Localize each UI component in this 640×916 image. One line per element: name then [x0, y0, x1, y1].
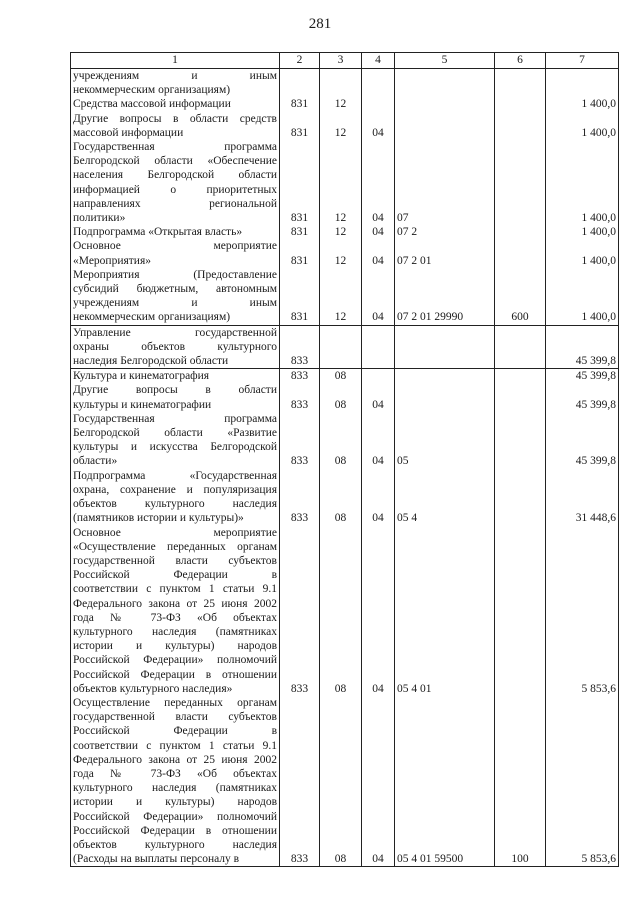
target-article-cell: 05 4 01 59500: [395, 696, 495, 867]
amount-cell: 45 399,8: [546, 325, 619, 369]
target-article-cell: 07 2 01: [395, 239, 495, 267]
row-name-line: соответствии с пунктом 1 статьи 9.1: [73, 739, 277, 752]
row-name-line: наследия Белгородской области: [73, 355, 229, 368]
row-name-cell: [71, 268, 280, 325]
amount-cell: 1 400,0: [546, 112, 619, 140]
target-article-cell: 05 4 01: [395, 526, 495, 696]
row-name-line: года № 73-ФЗ «Об объектах: [73, 611, 277, 624]
row-name-cell: [71, 696, 280, 867]
subsection-code-cell: 04: [362, 412, 395, 469]
row-name-line: информацией о приоритетных: [73, 183, 277, 196]
target-article-cell: 05: [395, 412, 495, 469]
row-name-line: Мероприятия (Предоставление: [73, 268, 277, 281]
amount-cell: [546, 69, 619, 98]
table-row: [71, 469, 619, 526]
row-name-line: Государственная программа: [73, 412, 277, 425]
row-name-cell: [71, 225, 280, 239]
ministry-code-cell: 831: [280, 112, 320, 140]
table-row: [71, 526, 619, 696]
subsection-code-cell: 04: [362, 268, 395, 325]
expense-type-cell: 100: [495, 696, 546, 867]
row-name-line: политики»: [73, 212, 126, 225]
row-name-cell: [71, 112, 280, 140]
expense-type-cell: [495, 469, 546, 526]
row-name-line: массовой информации: [73, 126, 184, 139]
target-article-cell: [395, 112, 495, 140]
row-name-line: объектов культурного наследия: [73, 498, 277, 511]
table-row: [71, 268, 619, 325]
row-name-line: культурного наследия (памятниках: [73, 782, 277, 795]
amount-cell: 5 853,6: [546, 526, 619, 696]
expense-type-cell: 600: [495, 268, 546, 325]
target-article-cell: [395, 369, 495, 384]
expense-type-cell: [495, 112, 546, 140]
section-code-cell: 08: [320, 469, 362, 526]
ministry-code-cell: 831: [280, 239, 320, 267]
ministry-code-cell: 833: [280, 383, 320, 411]
amount-cell: 5 853,6: [546, 696, 619, 867]
table-row: [71, 325, 619, 369]
row-name-cell: [71, 325, 280, 369]
row-name-line: «Осуществление переданных органам: [73, 540, 277, 553]
row-name-line: Федерального закона от 25 июня 2002: [73, 753, 277, 766]
table-row: [71, 239, 619, 267]
row-name-line: охрана, сохранение и популяризация: [73, 483, 277, 496]
amount-cell: 1 400,0: [546, 140, 619, 225]
row-name-cell: [71, 369, 280, 384]
row-name-line: Белгородской области «Обеспечение: [73, 155, 277, 168]
ministry-code-cell: 831: [280, 140, 320, 225]
section-code-cell: 08: [320, 383, 362, 411]
row-name-line: некоммерческим организациям): [73, 84, 231, 97]
amount-cell: 45 399,8: [546, 383, 619, 411]
row-name-cell: [71, 412, 280, 469]
row-name-line: направлениях региональной: [73, 197, 277, 210]
subsection-code-cell: 04: [362, 239, 395, 267]
subsection-code-cell: [362, 325, 395, 369]
row-name-cell: [71, 140, 280, 225]
amount-cell: 1 400,0: [546, 239, 619, 267]
row-name-line: соответствии с пунктом 1 статьи 9.1: [73, 583, 277, 596]
row-name-line: государственной власти субъектов: [73, 554, 277, 567]
row-name-line: Другие вопросы в области средств: [73, 112, 277, 125]
row-name-line: объектов культурного наследия»: [73, 682, 233, 695]
row-name-line: Белгородской области «Развитие: [73, 427, 277, 440]
table-row: [71, 369, 619, 384]
subsection-code-cell: 04: [362, 112, 395, 140]
target-article-cell: 07: [395, 140, 495, 225]
amount-cell: 1 400,0: [546, 97, 619, 111]
target-article-cell: [395, 383, 495, 411]
ministry-code-cell: 831: [280, 268, 320, 325]
amount-cell: 1 400,0: [546, 268, 619, 325]
subsection-code-cell: [362, 369, 395, 384]
section-code-cell: [320, 325, 362, 369]
ministry-code-cell: 833: [280, 526, 320, 696]
amount-cell: 45 399,8: [546, 369, 619, 384]
target-article-cell: 07 2: [395, 225, 495, 239]
row-name-line: культуры и кинематографии: [73, 398, 212, 411]
row-name-line: Средства массовой информации: [73, 98, 231, 111]
header-col-4: 4: [362, 53, 395, 69]
section-code-cell: 12: [320, 268, 362, 325]
subsection-code-cell: 04: [362, 225, 395, 239]
subsection-code-cell: 04: [362, 469, 395, 526]
expense-type-cell: [495, 140, 546, 225]
row-name-line: Российской Федерации в отношении: [73, 824, 277, 837]
row-name-line: учреждениям и иным: [73, 297, 277, 310]
subsection-code-cell: 04: [362, 696, 395, 867]
row-name-line: Основное мероприятие: [73, 526, 277, 539]
subsection-code-cell: 04: [362, 383, 395, 411]
section-code-cell: 08: [320, 526, 362, 696]
header-col-7: 7: [546, 53, 619, 69]
row-name-line: Российской Федерации в: [73, 569, 277, 582]
row-name-line: Российской Федерации в: [73, 725, 277, 738]
row-name-line: объектов культурного наследия: [73, 838, 277, 851]
ministry-code-cell: 833: [280, 696, 320, 867]
header-col-2: 2: [280, 53, 320, 69]
row-name-line: некоммерческим организациям): [73, 311, 231, 324]
table-row: [71, 97, 619, 111]
section-code-cell: 12: [320, 239, 362, 267]
ministry-code-cell: 831: [280, 225, 320, 239]
subsection-code-cell: [362, 69, 395, 98]
row-name-line: Российской Федерации в отношении: [73, 668, 277, 681]
section-code-cell: 12: [320, 112, 362, 140]
table-row: [71, 383, 619, 411]
row-name-line: учреждениям и иным: [73, 70, 277, 82]
table-row: [71, 412, 619, 469]
ministry-code-cell: 831: [280, 97, 320, 111]
expense-type-cell: [495, 369, 546, 384]
ministry-code-cell: 833: [280, 412, 320, 469]
page-number: 281: [308, 16, 332, 32]
subsection-code-cell: [362, 97, 395, 111]
target-article-cell: 05 4: [395, 469, 495, 526]
row-name-line: Российской Федерации» полномочий: [73, 654, 277, 667]
header-col-3: 3: [320, 53, 362, 69]
row-name-cell: [71, 469, 280, 526]
header-col-5: 5: [395, 53, 495, 69]
expense-type-cell: [495, 412, 546, 469]
section-code-cell: 08: [320, 369, 362, 384]
target-article-cell: [395, 69, 495, 98]
row-name-cell: [71, 97, 280, 111]
table-row: [71, 225, 619, 239]
row-name-line: Другие вопросы в области: [73, 384, 277, 397]
table-row: [71, 112, 619, 140]
expense-type-cell: [495, 69, 546, 98]
row-name-line: субсидий бюджетным, автономным: [73, 283, 277, 296]
section-code-cell: 08: [320, 412, 362, 469]
target-article-cell: 07 2 01 29990: [395, 268, 495, 325]
row-name-line: Федерального закона от 25 июня 2002: [73, 597, 277, 610]
section-code-cell: [320, 69, 362, 98]
ministry-code-cell: 833: [280, 469, 320, 526]
row-name-line: Культура и кинематография: [73, 370, 210, 383]
header-col-6: 6: [495, 53, 546, 69]
row-name-line: истории и культуры) народов: [73, 796, 277, 809]
row-name-line: Подпрограмма «Открытая власть»: [73, 226, 243, 239]
section-code-cell: 12: [320, 225, 362, 239]
row-name-cell: [71, 69, 280, 98]
budget-table: [70, 52, 619, 867]
row-name-line: культуры и искусства Белгородской: [73, 441, 277, 454]
row-name-cell: [71, 239, 280, 267]
row-name-line: (памятников истории и культуры)»: [73, 512, 244, 525]
row-name-line: (Расходы на выплаты персоналу в: [73, 853, 240, 866]
header-col-1: 1: [71, 53, 280, 69]
ministry-code-cell: 833: [280, 325, 320, 369]
row-name-line: области»: [73, 455, 118, 468]
expense-type-cell: [495, 325, 546, 369]
row-name-line: Российской Федерации» полномочий: [73, 810, 277, 823]
expense-type-cell: [495, 97, 546, 111]
target-article-cell: [395, 97, 495, 111]
row-name-line: года № 73-ФЗ «Об объектах: [73, 767, 277, 780]
row-name-line: Основное мероприятие: [73, 240, 277, 253]
table-row: [71, 696, 619, 867]
row-name-line: «Мероприятия»: [73, 254, 151, 267]
row-name-line: культурного наследия (памятниках: [73, 625, 277, 638]
row-name-line: Управление государственной: [73, 326, 277, 339]
subsection-code-cell: 04: [362, 140, 395, 225]
row-name-line: Государственная программа: [73, 141, 277, 154]
row-name-line: истории и культуры) народов: [73, 640, 277, 653]
row-name-cell: [71, 383, 280, 411]
expense-type-cell: [495, 239, 546, 267]
section-code-cell: 12: [320, 97, 362, 111]
amount-cell: 45 399,8: [546, 412, 619, 469]
row-name-line: населения Белгородской области: [73, 169, 277, 182]
target-article-cell: [395, 325, 495, 369]
section-code-cell: 08: [320, 696, 362, 867]
row-name-cell: [71, 526, 280, 696]
table-row: [71, 140, 619, 225]
row-name-line: Подпрограмма «Государственная: [73, 469, 277, 482]
subsection-code-cell: 04: [362, 526, 395, 696]
ministry-code-cell: 833: [280, 369, 320, 384]
row-name-line: охраны объектов культурного: [73, 340, 277, 353]
section-code-cell: 12: [320, 140, 362, 225]
row-name-line: Осуществление переданных органам: [73, 696, 277, 709]
amount-cell: 31 448,6: [546, 469, 619, 526]
expense-type-cell: [495, 383, 546, 411]
expense-type-cell: [495, 225, 546, 239]
ministry-code-cell: [280, 69, 320, 98]
table-row: [71, 69, 619, 98]
amount-cell: 1 400,0: [546, 225, 619, 239]
expense-type-cell: [495, 526, 546, 696]
row-name-line: государственной власти субъектов: [73, 711, 277, 724]
header-row: [71, 53, 619, 69]
